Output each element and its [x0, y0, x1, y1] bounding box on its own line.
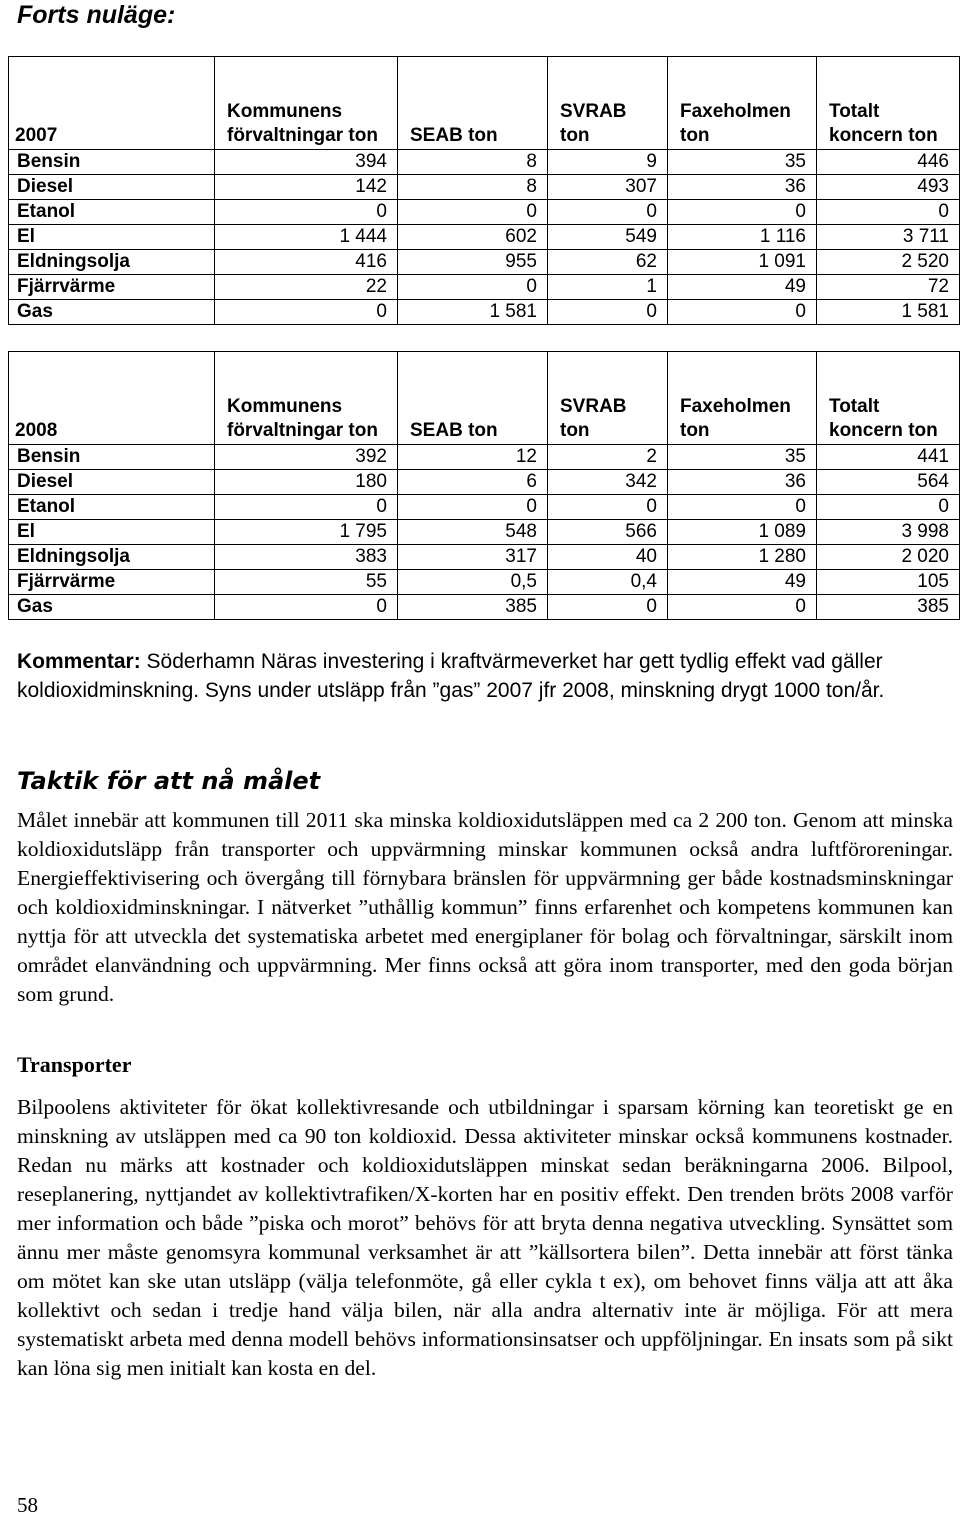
table-cell: 548: [398, 520, 548, 545]
table-cell: 0: [548, 495, 668, 520]
table-cell: 0: [668, 200, 817, 225]
table-cell: 385: [398, 595, 548, 620]
table-cell: 493: [817, 175, 960, 200]
table-cell: 0: [548, 300, 668, 325]
table-row: [9, 470, 960, 495]
table-cell: 0: [398, 200, 548, 225]
section-heading: Taktik för att nå målet: [17, 767, 321, 795]
table-cell: 6: [398, 470, 548, 495]
comment: [17, 647, 952, 705]
table-row: [9, 275, 960, 300]
table-cell: 0,5: [398, 570, 548, 595]
col-header-seab: SEAB ton: [398, 57, 548, 150]
table-cell: 0: [668, 300, 817, 325]
section-paragraph: Målet innebär att kommunen till 2011 ska minska koldioxidutsläppen med ca 2 200 ton. Genom att minska koldioxidutsläpp från transporter och uppvärmning minskar kommunen också andra luftföroreningar. Energieffektivisering och övergång till förnybara bränslen för uppvärmning ger både kostnadsminskningar och koldioxidminskningar. I nätverket ”uthållig kommun” finns erfarenhet och kompetens kommunen kan nyttja för att utveckla det systematiska arbetet med energiplaner för bolag och förvaltningar, särskilt inom området elanvändning och uppvärmning. Mer finns också att göra inom transporter, med den goda början som grund.: [17, 808, 953, 1006]
table-cell: 564: [817, 470, 960, 495]
table-cell: 1 091: [668, 250, 817, 275]
table-row: [9, 570, 960, 595]
table-cell: 1 089: [668, 520, 817, 545]
page-title: Forts nuläge:: [17, 1, 176, 29]
table-cell: 0: [668, 595, 817, 620]
table-cell: 1 581: [398, 300, 548, 325]
row-label: Diesel: [9, 175, 215, 200]
table-cell: 549: [548, 225, 668, 250]
table-row: [9, 595, 960, 620]
table-cell: 0: [817, 495, 960, 520]
transport-heading: Transporter: [17, 1052, 132, 1077]
table-row: [9, 495, 960, 520]
table-cell: 1 795: [215, 520, 398, 545]
table-cell: 1 280: [668, 545, 817, 570]
table-cell: 3 998: [817, 520, 960, 545]
table-cell: 180: [215, 470, 398, 495]
col-header-svrab: SVRAB ton: [548, 57, 668, 150]
table-cell: 446: [817, 150, 960, 175]
col-header-totalt: Totalt koncern ton: [817, 352, 960, 445]
table-cell: 1 581: [817, 300, 960, 325]
table-cell: 0: [398, 495, 548, 520]
table-cell: 142: [215, 175, 398, 200]
table-cell: 1 444: [215, 225, 398, 250]
table-cell: 40: [548, 545, 668, 570]
col-header-totalt: Totalt koncern ton: [817, 57, 960, 150]
col-header-kommunens: Kommunens förvaltningar ton: [215, 352, 398, 445]
emissions-table-2008: [8, 351, 960, 620]
table-row: [9, 445, 960, 470]
table-cell: 8: [398, 150, 548, 175]
table-cell: 55: [215, 570, 398, 595]
table-cell: 12: [398, 445, 548, 470]
comment-label: Kommentar:: [17, 650, 141, 673]
transport-paragraph: Bilpoolens aktiviteter för ökat kollektivresande och utbildningar i sparsam körning kan teoretiskt ge en minskning av utsläppen med ca 90 ton koldioxid. Dessa aktiviteter minskar också kommunens kostnader. Redan nu märks att kostnader och koldioxidutsläppen minskat sedan beräkningarna 2006. Bilpool, reseplanering, nyttjandet av kollektivtrafiken/X-korten har en positiv effekt. Den trenden bröts 2008 varför mer information och både ”piska och morot” behövs för att bryta denna negativa utveckling. Synsättet som ännu mer måste genomsyra kommunal verksamhet är att ”källsortera bilen”. Detta innebär att först tänka om mötet kan ske utan utsläpp (välja telefonmöte, gå eller cykla t ex), om behovet finns välja att att åka kollektivt och sedan i tredje hand välja bilen, när alla andra alternativ inte är möjliga. För att mera systematiskt arbeta med denna modell behövs informationsinsatser och uppföljningar. En insats som på sikt kan löna sig men initialt kan kosta en del.: [17, 1095, 953, 1380]
table-year: 2008: [9, 352, 215, 445]
row-label: Gas: [9, 300, 215, 325]
table-header-row: [9, 57, 960, 150]
table-cell: 342: [548, 470, 668, 495]
table-cell: 602: [398, 225, 548, 250]
col-header-faxeholmen: Faxeholmen ton: [668, 352, 817, 445]
table-cell: 9: [548, 150, 668, 175]
table-cell: 2: [548, 445, 668, 470]
table-cell: 0: [548, 595, 668, 620]
row-label: Eldningsolja: [9, 545, 215, 570]
table-cell: 1 116: [668, 225, 817, 250]
table-cell: 0: [215, 300, 398, 325]
table-cell: 35: [668, 150, 817, 175]
table-cell: 49: [668, 275, 817, 300]
row-label: Etanol: [9, 495, 215, 520]
row-label: Fjärrvärme: [9, 570, 215, 595]
table-cell: 392: [215, 445, 398, 470]
page-number: 58: [17, 1493, 38, 1517]
table-row: [9, 225, 960, 250]
row-label: Bensin: [9, 445, 215, 470]
table-cell: 72: [817, 275, 960, 300]
table-cell: 62: [548, 250, 668, 275]
table-row: [9, 200, 960, 225]
table-row: [9, 150, 960, 175]
table-cell: 441: [817, 445, 960, 470]
table-cell: 3 711: [817, 225, 960, 250]
row-label: Diesel: [9, 470, 215, 495]
row-label: Eldningsolja: [9, 250, 215, 275]
col-header-seab: SEAB ton: [398, 352, 548, 445]
table-cell: 955: [398, 250, 548, 275]
table-cell: 0,4: [548, 570, 668, 595]
table-cell: 0: [398, 275, 548, 300]
table-cell: 2 520: [817, 250, 960, 275]
table-row: [9, 520, 960, 545]
table-cell: 385: [817, 595, 960, 620]
table-cell: 2 020: [817, 545, 960, 570]
table-cell: 35: [668, 445, 817, 470]
table-cell: 8: [398, 175, 548, 200]
col-header-faxeholmen: Faxeholmen ton: [668, 57, 817, 150]
table-row: [9, 175, 960, 200]
row-label: El: [9, 225, 215, 250]
table-cell: 0: [548, 200, 668, 225]
table-cell: 36: [668, 470, 817, 495]
table-cell: 0: [215, 200, 398, 225]
table-cell: 22: [215, 275, 398, 300]
table-row: [9, 250, 960, 275]
table-row: [9, 300, 960, 325]
table-header-row: [9, 352, 960, 445]
col-header-svrab: SVRAB ton: [548, 352, 668, 445]
table-cell: 36: [668, 175, 817, 200]
table-cell: 1: [548, 275, 668, 300]
table-cell: 0: [668, 495, 817, 520]
table-cell: 105: [817, 570, 960, 595]
row-label: Etanol: [9, 200, 215, 225]
col-header-kommunens: Kommunens förvaltningar ton: [215, 57, 398, 150]
comment-text: Söderhamn Näras investering i kraftvärmeverket har gett tydlig effekt vad gäller koldioxidminskning. Syns under utsläpp från ”gas” 2007 jfr 2008, minskning drygt 1000 ton/år.: [17, 650, 885, 702]
table-cell: 49: [668, 570, 817, 595]
table-year: 2007: [9, 57, 215, 150]
emissions-table-2007: [8, 56, 960, 325]
table-cell: 0: [215, 495, 398, 520]
table-row: [9, 545, 960, 570]
row-label: Gas: [9, 595, 215, 620]
table-cell: 383: [215, 545, 398, 570]
row-label: Bensin: [9, 150, 215, 175]
table-cell: 307: [548, 175, 668, 200]
table-cell: 394: [215, 150, 398, 175]
table-cell: 0: [215, 595, 398, 620]
table-cell: 0: [817, 200, 960, 225]
row-label: Fjärrvärme: [9, 275, 215, 300]
row-label: El: [9, 520, 215, 545]
table-cell: 416: [215, 250, 398, 275]
table-cell: 317: [398, 545, 548, 570]
table-cell: 566: [548, 520, 668, 545]
